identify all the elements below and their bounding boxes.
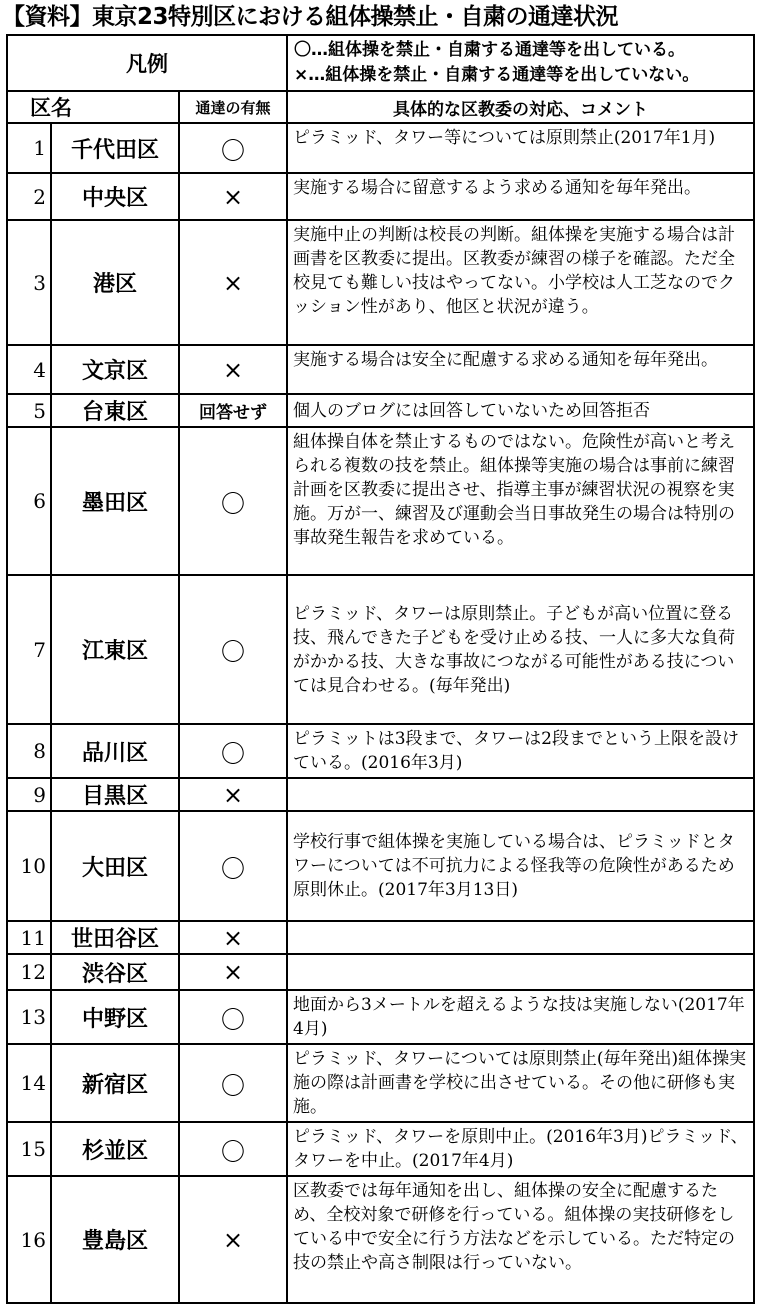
comment-cell: 組体操自体を禁止するものではない。危険性が高いと考えられる複数の技を禁止。組体操等実施の場合は事前に練習計画を区教委に提出させ、指導主事が練習状況の視察を実施。万が一、練習及び運動会当日事故発生の場合は特別の事故発生報告を求めている。 xyxy=(287,427,754,575)
ward-name: 中野区 xyxy=(51,990,179,1044)
legend-label: 凡例 xyxy=(7,35,287,91)
row-number: 11 xyxy=(7,921,51,954)
table-row xyxy=(7,427,754,575)
notice-mark: 〇 xyxy=(179,811,287,921)
notice-mark: × xyxy=(179,921,287,954)
notice-mark: 〇 xyxy=(179,1122,287,1176)
table-row xyxy=(7,345,754,394)
ward-name: 台東区 xyxy=(51,394,179,427)
notice-mark: × xyxy=(179,173,287,220)
legend-line-yes: 〇…組体操を禁止・自粛する通達等を出している。 xyxy=(294,40,686,60)
table-row xyxy=(7,954,754,990)
legend-line-no: ×…組体操を禁止・自粛する通達等を出していない。 xyxy=(294,65,700,85)
comment-cell: 実施する場合は安全に配慮する求める通知を毎年発出。 xyxy=(287,345,754,394)
comment-cell: ピラミットは3段まで、タワーは2段までという上限を設けている。(2016年3月) xyxy=(287,724,754,778)
notice-mark: × xyxy=(179,345,287,394)
header-ward: 区名 xyxy=(7,91,179,123)
ward-name: 文京区 xyxy=(51,345,179,394)
row-number: 5 xyxy=(7,394,51,427)
table-row xyxy=(7,1044,754,1122)
ward-name: 目黒区 xyxy=(51,778,179,811)
row-number: 12 xyxy=(7,954,51,990)
row-number: 10 xyxy=(7,811,51,921)
ward-name: 墨田区 xyxy=(51,427,179,575)
notice-mark: 〇 xyxy=(179,990,287,1044)
comment-cell: 地面から3メートルを超えるような技は実施しない(2017年4月) xyxy=(287,990,754,1044)
ward-name: 世田谷区 xyxy=(51,921,179,954)
row-number: 16 xyxy=(7,1176,51,1303)
comment-cell: 実施中止の判断は校長の判断。組体操を実施する場合は計画書を区教委に提出。区教委が練習の様子を確認。ただ全校見ても難しい技はやってない。小学校は人工芝なのでクッション性があり、他区と状況が違う。 xyxy=(287,220,754,345)
row-number: 3 xyxy=(7,220,51,345)
notice-mark: × xyxy=(179,220,287,345)
table-row xyxy=(7,220,754,345)
ward-name: 杉並区 xyxy=(51,1122,179,1176)
comment-cell: 学校行事で組体操を実施している場合は、ピラミッドとタワーについては不可抗力による怪我等の危険性があるため原則休止。(2017年3月13日) xyxy=(287,811,754,921)
table-row xyxy=(7,811,754,921)
ward-name: 品川区 xyxy=(51,724,179,778)
header-comment: 具体的な区教委の対応、コメント xyxy=(287,91,754,123)
ward-name: 大田区 xyxy=(51,811,179,921)
table-row xyxy=(7,394,754,427)
row-number: 14 xyxy=(7,1044,51,1122)
table-row xyxy=(7,123,754,173)
comment-cell xyxy=(287,954,754,990)
row-number: 9 xyxy=(7,778,51,811)
table-row xyxy=(7,1176,754,1303)
row-number: 6 xyxy=(7,427,51,575)
notice-mark: 〇 xyxy=(179,1044,287,1122)
notice-mark: × xyxy=(179,954,287,990)
row-number: 13 xyxy=(7,990,51,1044)
comment-cell xyxy=(287,778,754,811)
page-title: 【資料】東京23特別区における組体操禁止・自粛の通達状況 xyxy=(2,4,619,30)
notice-mark: × xyxy=(179,1176,287,1303)
row-number: 2 xyxy=(7,173,51,220)
ward-name: 渋谷区 xyxy=(51,954,179,990)
notice-mark: 回答せず xyxy=(179,394,287,427)
comment-cell: 実施する場合に留意するよう求める通知を毎年発出。 xyxy=(287,173,754,220)
table-row xyxy=(7,921,754,954)
ward-name: 江東区 xyxy=(51,575,179,724)
comment-cell: ピラミッド、タワーについては原則禁止(毎年発出)組体操実施の際は計画書を学校に出させている。その他に研修も実施。 xyxy=(287,1044,754,1122)
comment-cell: 個人のブログには回答していないため回答拒否 xyxy=(287,394,754,427)
notice-mark: 〇 xyxy=(179,123,287,173)
header-notice: 通達の有無 xyxy=(179,91,287,123)
legend-row xyxy=(7,35,754,91)
ward-name: 中央区 xyxy=(51,173,179,220)
notice-mark: × xyxy=(179,778,287,811)
table-row xyxy=(7,575,754,724)
ward-name: 港区 xyxy=(51,220,179,345)
notice-mark: 〇 xyxy=(179,575,287,724)
table-row xyxy=(7,778,754,811)
row-number: 1 xyxy=(7,123,51,173)
legend-text xyxy=(287,35,754,91)
comment-cell: ピラミッド、タワーは原則禁止。子どもが高い位置に登る技、飛んできた子どもを受け止める技、一人に多大な負荷がかかる技、大きな事故につながる可能性がある技については見合わせる。(毎年発出) xyxy=(287,575,754,724)
row-number: 15 xyxy=(7,1122,51,1176)
notice-mark: 〇 xyxy=(179,427,287,575)
ward-name: 新宿区 xyxy=(51,1044,179,1122)
notice-mark: 〇 xyxy=(179,724,287,778)
row-number: 7 xyxy=(7,575,51,724)
row-number: 8 xyxy=(7,724,51,778)
header-row xyxy=(7,91,754,123)
ward-name: 千代田区 xyxy=(51,123,179,173)
table-row xyxy=(7,724,754,778)
table-row xyxy=(7,990,754,1044)
comment-cell: ピラミッド、タワーを原則中止。(2016年3月)ピラミッド、タワーを中止。(2017年4月) xyxy=(287,1122,754,1176)
ward-name: 豊島区 xyxy=(51,1176,179,1303)
comment-cell: ピラミッド、タワー等については原則禁止(2017年1月) xyxy=(287,123,754,173)
comment-cell xyxy=(287,921,754,954)
comment-cell: 区教委では毎年通知を出し、組体操の安全に配慮するため、全校対象で研修を行っている。組体操の実技研修をしている中で安全に行う方法などを示している。ただ特定の技の禁止や高さ制限は行っていない。 xyxy=(287,1176,754,1303)
table-row xyxy=(7,1122,754,1176)
row-number: 4 xyxy=(7,345,51,394)
ward-table xyxy=(6,34,755,1304)
table-row xyxy=(7,173,754,220)
